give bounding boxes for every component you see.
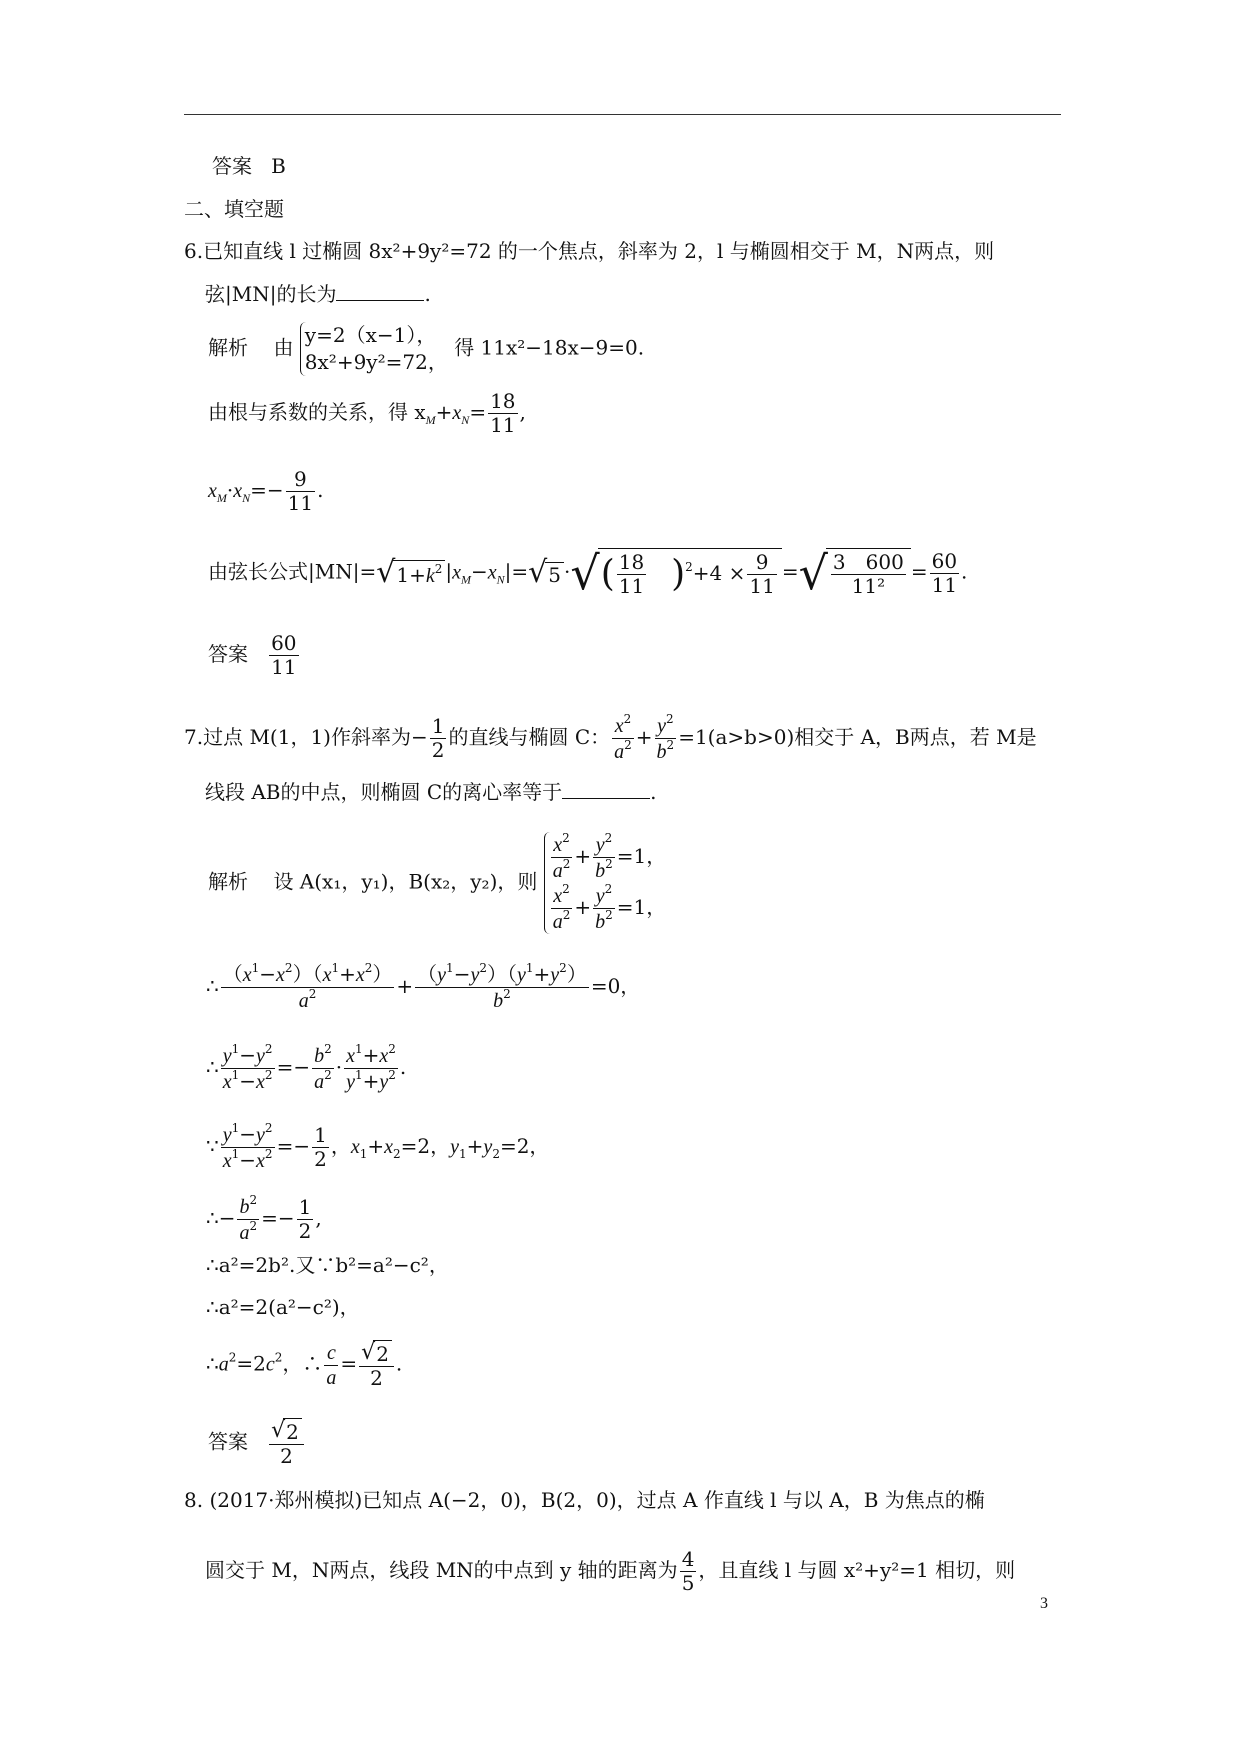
answer-blank — [336, 282, 424, 301]
q7-step2: ∴ $\frac{y^1-y^2}{x^1-x^2}$ =− $\frac{b^2}{a^2}$ · $\frac{x^1+x^2}{y^1+y^2}$ . — [206, 1042, 407, 1093]
q6-vieta-product: $x_M\cdot x_N=-$ $\frac{9}{11}$ . — [208, 467, 324, 515]
q7-solution-setup: 解析 设 A(x₁，y₁)，B(x₂，y₂)，则 $\frac{x^2}{a^2}$ + $\frac{y^2}{b^2}$ =1， $\frac{x^2}{a^2}$ + $\frac{y^2}{b^2}$ =1， — [208, 831, 667, 933]
fraction: $\frac{4}{5}$ — [681, 1547, 695, 1595]
sqrt: √( $\frac{18}{11}$ )$^2$+4 × $\frac{9}{11}$ — [570, 548, 781, 598]
q7-answer: 答案 $\frac{√2}{2}$ — [208, 1418, 306, 1468]
sqrt: √ $\frac{3 600}{\text{11²}}$ — [799, 548, 911, 598]
answer-blank — [562, 780, 650, 799]
equation-system: $\frac{x^2}{a^2}$ + $\frac{y^2}{b^2}$ =1， $\frac{x^2}{a^2}$ + $\frac{y^2}{b^2}$ =1， — [544, 832, 667, 934]
q7-step4: ∴− $\frac{b^2}{a^2}$ =− $\frac{1}{2}$ , — [206, 1193, 322, 1244]
header-rule — [184, 114, 1061, 115]
fraction: $\frac{18}{11}$ — [618, 550, 645, 598]
q8-statement-line2: 圆交于 M，N两点，线段 MN的中点到 y 轴的距离为 $\frac{4}{5}$ ，且直线 l 与圆 x²+y²=1 相切，则 — [205, 1547, 1016, 1595]
fraction: $\frac{1}{2}$ — [431, 714, 445, 762]
q7-statement-line2: 线段 AB的中点，则椭圆 C的离心率等于 . — [205, 780, 657, 804]
q7-step7: $\therefore a^2=2c^2$，∴ $\frac{c}{a}$ = $\frac{√2}{2}$ . — [206, 1340, 403, 1390]
q7-step6: ∴a²=2(a²−c²)， — [206, 1295, 360, 1319]
fraction: $\frac{9}{11}$ — [749, 550, 775, 598]
sqrt: √5 — [528, 558, 564, 588]
section-title: 二、填空题 — [184, 197, 284, 221]
equation-system: y=2（x−1）， 8x²+9y²=72， — [300, 322, 448, 376]
q8-statement-line1: 8. (2017·郑州模拟)已知点 A(−2，0)，B(2，0)，过点 A 作直线 l 与以 A，B 为焦点的椭 — [184, 1488, 985, 1512]
q6-statement-line1: 6.已知直线 l 过椭圆 8x²+9y²=72 的一个焦点，斜率为 2，l 与椭圆相交于 M，N两点，则 — [184, 239, 995, 263]
q7-step5: ∴a²=2b².又∵b²=a²−c²， — [206, 1253, 449, 1277]
answer-value: B — [271, 154, 286, 178]
q7-statement-line1: 7.过点 M(1，1)作斜率为− $\frac{1}{2}$ 的直线与椭圆 C： $\frac{x^2}{a^2}$ + $\frac{y^2}{b^2}$ =1(a>b>0)相交于 A，B两点，若 M是 — [184, 712, 1037, 763]
page-number: 3 — [1040, 1595, 1048, 1612]
answer-label: 答案 — [212, 154, 252, 178]
q6-chord-formula: 由弦长公式$|MN|=√1+k^2$ $|x_M-x_N|=√5$ ·√( $\frac{18}{11}$ )$^2$+4 × $\frac{9}{11}$ =√ $\frac{3 600}{\text{11²}}$ = $\frac{60}{11}$ . — [208, 546, 968, 600]
q7-step3: ∵ $\frac{y^1-y^2}{x^1-x^2}$ =− $\frac{1}{2}$ ，$x_1+x_2=2$，$y_1+y_2=2$， — [206, 1121, 550, 1172]
fraction: $\frac{18}{11}$ — [490, 389, 516, 437]
fraction: $\frac{3 600}{\text{11²}}$ — [832, 550, 904, 598]
q6-answer: 答案 $\frac{60}{11}$ — [208, 631, 297, 679]
q7-step1: ∴ $\frac{(x^1-x^2)(x^1+x^2)}{a^2}$ + $\frac{(y^1-y^2)(y^1+y^2)}{b^2}$ =0， — [206, 961, 641, 1012]
q6-vieta-sum: 由根与系数的关系，得 $x_M+x_N=$ $\frac{18}{11}$ , — [208, 389, 526, 437]
fraction: $\frac{60}{11}$ — [931, 548, 958, 597]
answer-5 — [212, 156, 286, 176]
q6-statement-line2: 弦|MN|的长为 . — [205, 282, 431, 306]
fraction: $\frac{60}{11}$ — [271, 631, 297, 679]
fraction: $\frac{9}{11}$ — [287, 467, 314, 515]
fraction: $\frac{√2}{2}$ — [269, 1418, 304, 1468]
sqrt: $√1+k^2$ — [376, 558, 445, 588]
q6-solution-system: 解析 由 y=2（x−1）， 8x²+9y²=72， 得 11x²−18x−9=0. — [208, 323, 645, 374]
